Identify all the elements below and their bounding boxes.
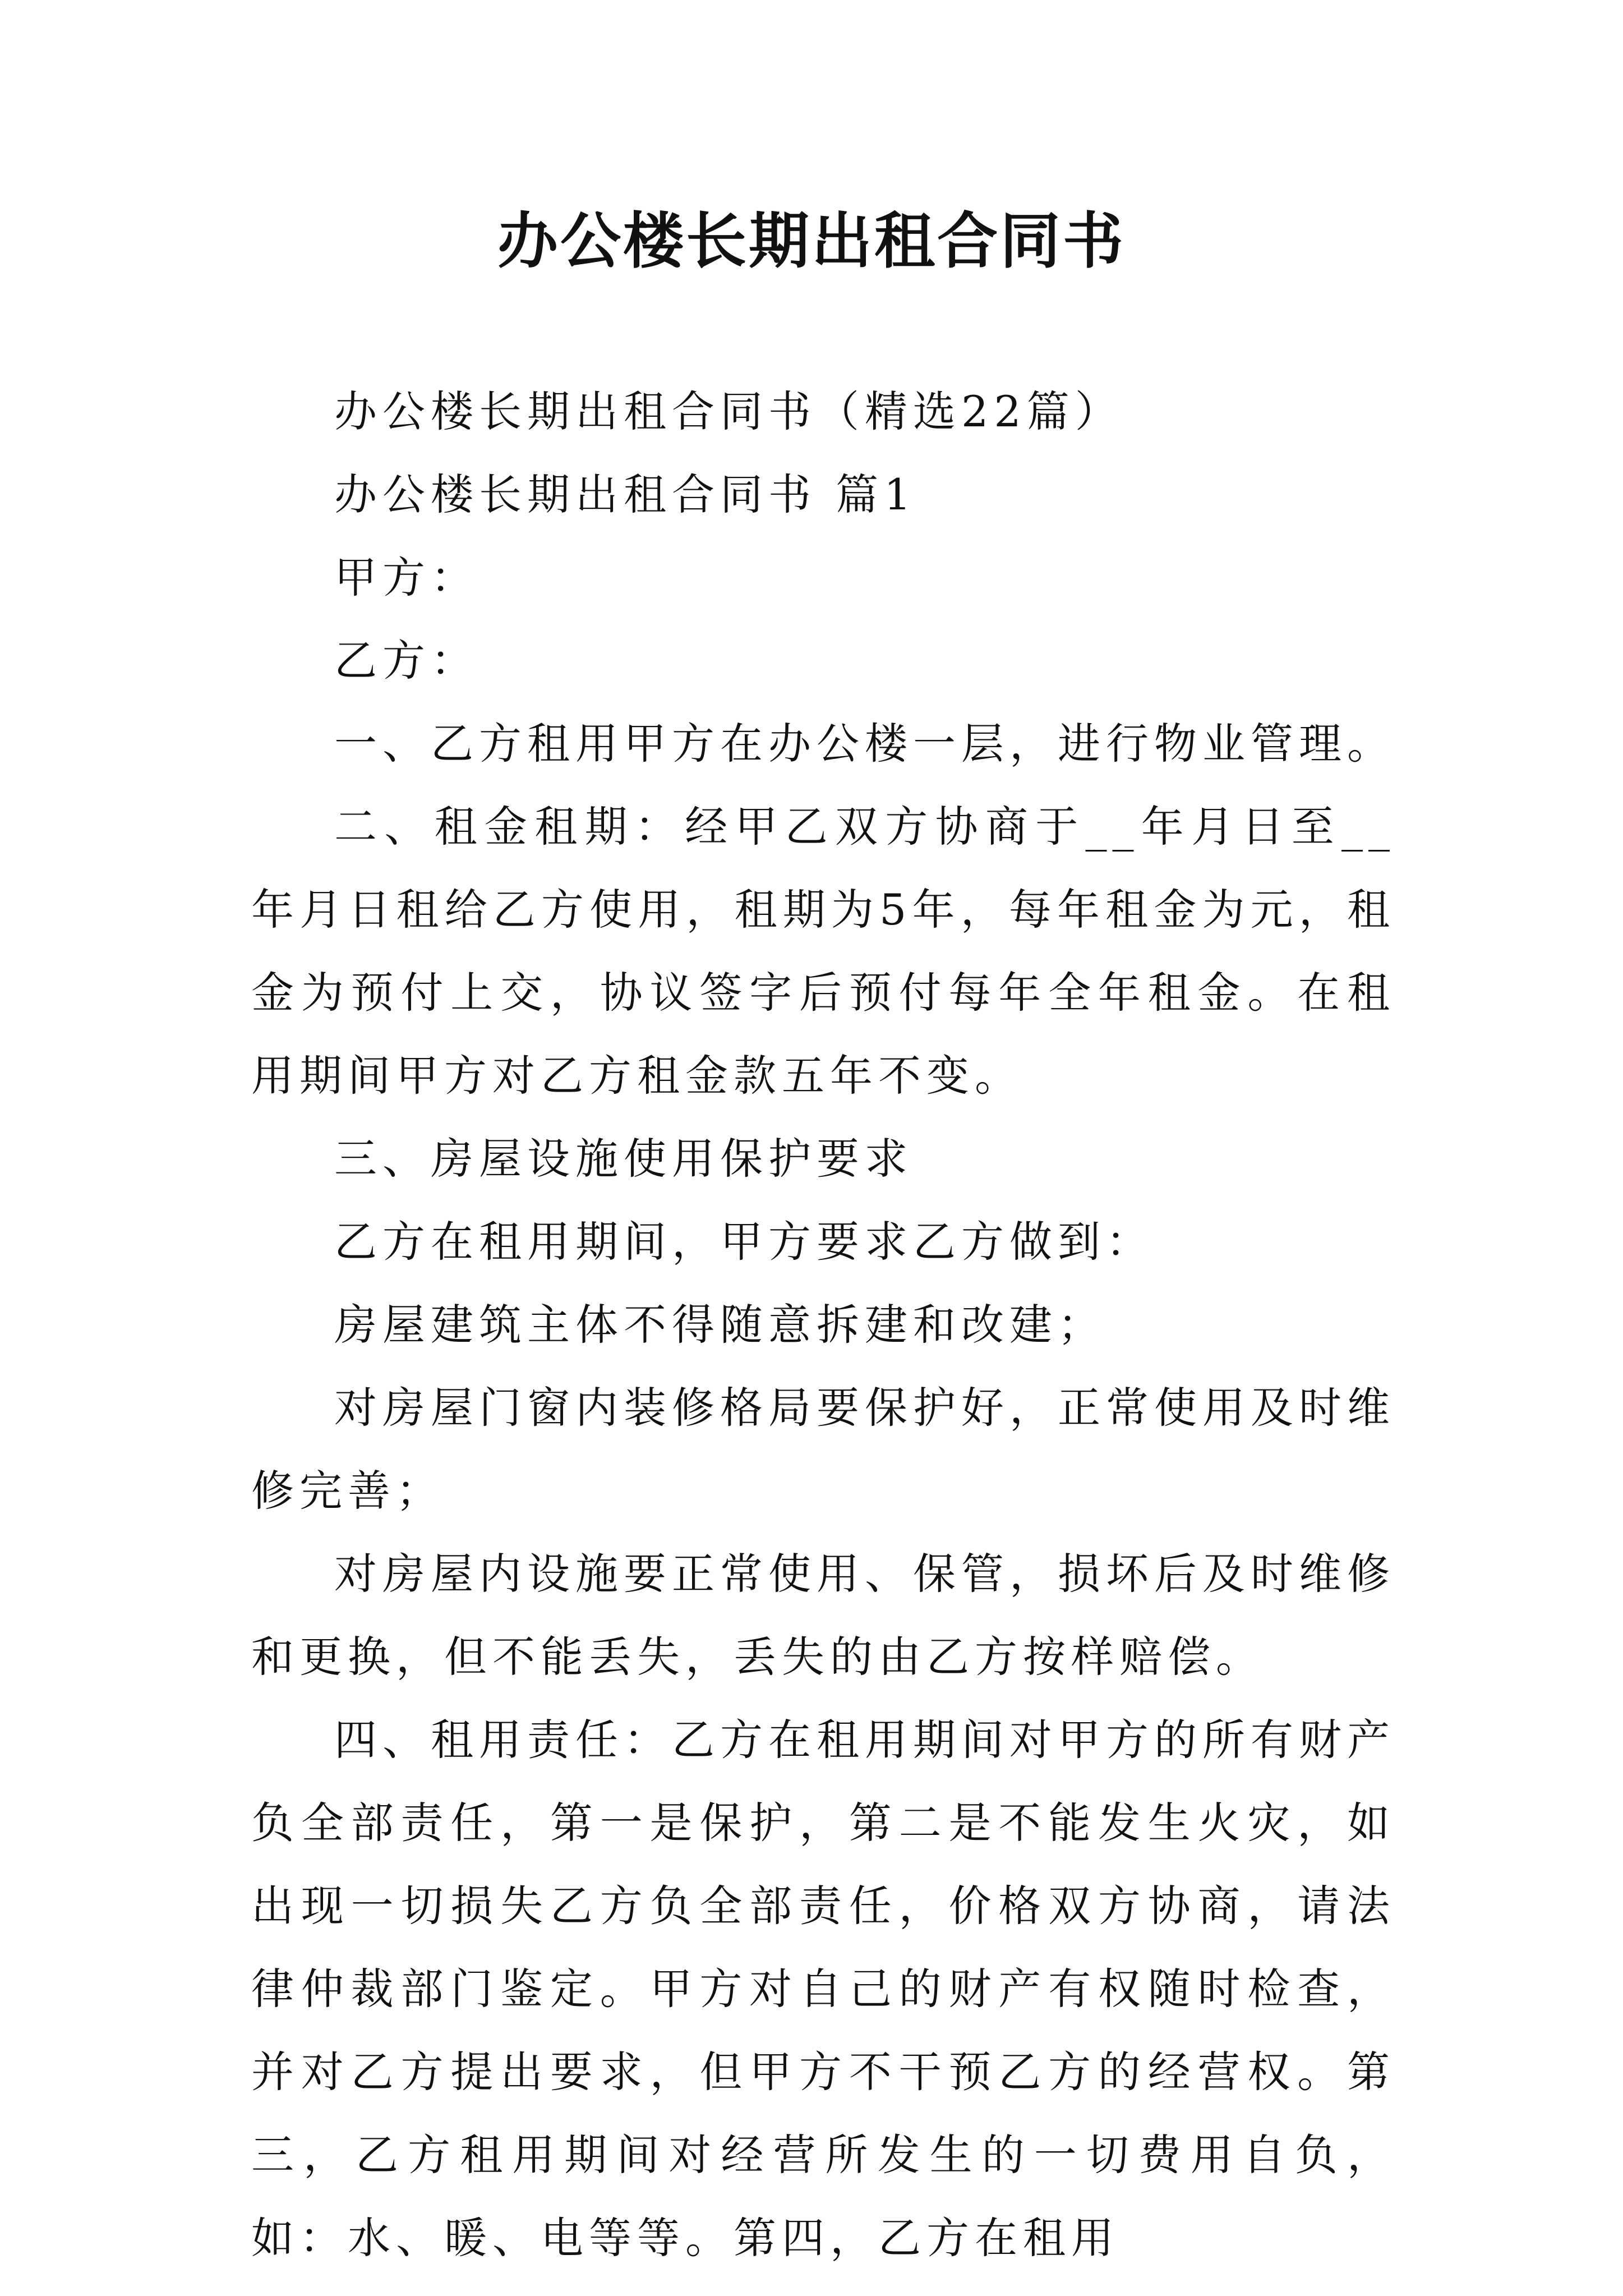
paragraph: 二、租金租期：经甲乙双方协商于__年月日至__年月日租给乙方使用，租期为5年，每年租金为元，租金为预付上交，协议签字后预付每年全年租金。在租用期间甲方对乙方租金款五年不变。 xyxy=(251,802,1395,1101)
paragraph: 乙方： xyxy=(334,636,479,685)
document-body xyxy=(251,370,1395,2280)
paragraph: 四、租用责任：乙方在租用期间对甲方的所有财产负全部责任，第一是保护，第二是不能发生火灾，如出现一切损失乙方负全部责任，价格双方协商，请法律仲裁部门鉴定。甲方对自己的财产有权随时检查，并对乙方提出要求，但甲方不干预乙方的经营权。第三，乙方租用期间对经营所发生的一切费用自负，如：水、暖、电等等。第四，乙方在租用 xyxy=(251,1715,1395,2263)
paragraph: 办公楼长期出租合同书 篇1 xyxy=(334,470,917,519)
paragraph: 对房屋内设施要正常使用、保管，损坏后及时维修和更换，但不能丢失，丢失的由乙方按样赔偿。 xyxy=(251,1549,1395,1682)
paragraph: 办公楼长期出租合同书（精选22篇） xyxy=(334,386,1123,436)
paragraph: 一、乙方租用甲方在办公楼一层，进行物业管理。 xyxy=(334,719,1395,769)
paragraph: 甲方： xyxy=(334,553,479,602)
paragraph: 三、房屋设施使用保护要求 xyxy=(334,1134,913,1184)
paragraph: 对房屋门窗内装修格局要保护好，正常使用及时维修完善； xyxy=(251,1383,1395,1516)
paragraph: 房屋建筑主体不得随意拆建和改建； xyxy=(334,1300,1106,1350)
document-title: 办公楼长期出租合同书 xyxy=(497,206,1126,277)
paragraph: 乙方在租用期间，甲方要求乙方做到： xyxy=(334,1217,1154,1267)
